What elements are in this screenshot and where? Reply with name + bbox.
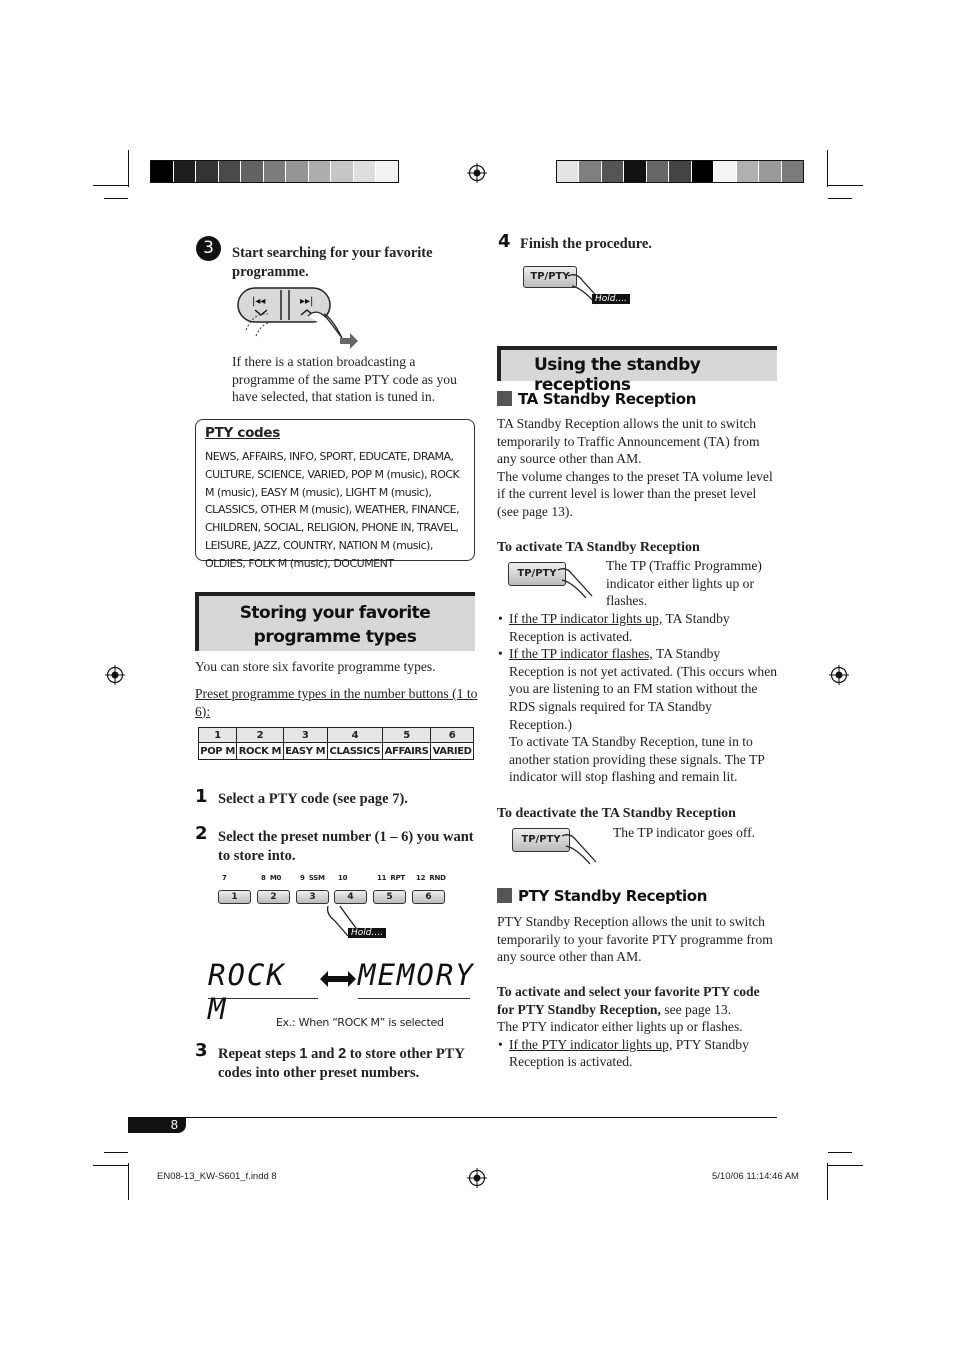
- finger-press-icon: [560, 830, 600, 866]
- preset-value-cell: POP M: [199, 743, 237, 760]
- preset-top-label: 9 SSM: [300, 874, 325, 882]
- section-title-standby: [497, 346, 777, 395]
- step-number: 1: [195, 786, 208, 807]
- subsection-pty-standby: PTY Standby Reception: [497, 887, 707, 905]
- registration-target-icon: [467, 163, 487, 183]
- preset-value-cell: ROCK M: [237, 743, 283, 760]
- color-swatch: [219, 161, 242, 182]
- step-heading: Finish the procedure.: [520, 236, 652, 252]
- registration-target-icon: [467, 1168, 487, 1188]
- preset-button-6[interactable]: 6: [412, 890, 445, 904]
- preset-button-5[interactable]: 5: [373, 890, 406, 904]
- ta-bullets: [498, 610, 778, 786]
- step-text: Repeat steps 1 and 2 to store other PTY codes into other preset numbers.: [218, 1046, 465, 1081]
- step-heading: Start searching for your favorite programme.: [232, 245, 433, 280]
- preset-value-cell: CLASSICS: [327, 743, 382, 760]
- pty-codes-list: NEWS, AFFAIRS, INFO, SPORT, EDUCATE, DRAMA, CULTURE, SCIENCE, VARIED, POP M (music), ROCK M (music), EASY M (music), LIGHT M (music), CLASSICS, OTHER M (music), WEATHER, FINANCE, CHILDREN, SOCIAL, RELIGION, PHONE IN, TRAVEL, LEISURE, JAZZ, COUNTRY, NATION M (music), OLDIES, FOLK M (music), DOCUMENT: [205, 450, 460, 570]
- preset-value-cell: VARIED: [431, 743, 474, 760]
- preset-top-label: 8 M0: [261, 874, 282, 882]
- color-swatch: [759, 161, 781, 182]
- color-swatch: [714, 161, 736, 182]
- grayscale-calibration-bar: [150, 160, 399, 183]
- square-bullet-icon: [497, 391, 512, 406]
- color-swatch: [624, 161, 646, 182]
- section-title-storing: [195, 592, 475, 651]
- tp-pty-button[interactable]: TP/PTY: [512, 828, 570, 852]
- double-arrow-icon: [320, 970, 356, 988]
- preset-button-3[interactable]: 3: [296, 890, 329, 904]
- list-item: • If the TP indicator flashes, TA Standby Reception is not yet activated. (This occurs when you are listening to an FM station without the RDS signals required for TA Standby Reception.) To activate TA Standby Reception, tune in to another station providing these signals. The TP indicator will stop flashing and remain lit.: [509, 645, 778, 786]
- square-bullet-icon: [497, 888, 512, 903]
- finger-press-icon: [556, 564, 596, 600]
- activate-text: The TP (Traffic Programme) indicator either lights up or flashes.: [606, 558, 762, 609]
- activate-heading: To activate TA Standby Reception: [497, 540, 700, 555]
- preset-label: Preset programme types in the number buttons (1 to 6):: [195, 686, 478, 719]
- registration-target-icon: [105, 665, 125, 685]
- preset-value-cell: EASY M: [283, 743, 327, 760]
- preset-pty-table: [198, 727, 474, 760]
- color-swatch: [286, 161, 309, 182]
- preset-value-cell: AFFAIRS: [383, 743, 431, 760]
- pty-codes-title: PTY codes: [205, 425, 281, 441]
- page-number-tab: [128, 1117, 186, 1133]
- preset-top-label: 10: [338, 874, 348, 882]
- pty-body: PTY Standby Reception allows the unit to switch temporarily to your favorite PTY programme from any source other than AM.: [497, 914, 773, 965]
- page-number: 8: [170, 1117, 178, 1132]
- color-swatch: [782, 161, 803, 182]
- pty-codes-box: [195, 419, 475, 570]
- step-text: Select the preset number (1 – 6) you want to store into.: [218, 829, 474, 864]
- color-swatch: [151, 161, 174, 182]
- file-name: EN08-13_KW-S601_f.indd 8: [157, 1171, 277, 1182]
- timestamp: 5/10/06 11:14:46 AM: [712, 1171, 799, 1182]
- page-rule: [128, 1117, 777, 1118]
- step-number: 4: [498, 231, 511, 252]
- step-number: 2: [195, 823, 208, 844]
- section-title-text: Using the standby receptions: [534, 355, 701, 395]
- color-swatch: [579, 161, 601, 182]
- color-swatch: [354, 161, 377, 182]
- hold-label: Hold....: [592, 294, 630, 304]
- step-number: 3: [195, 1040, 208, 1061]
- section-title-text: Storing your favorite programme types: [239, 603, 431, 647]
- color-swatch: [264, 161, 287, 182]
- step-body: If there is a station broadcasting a programme of the same PTY code as you have selected, that station is tuned in.: [232, 354, 457, 405]
- color-swatch: [376, 161, 398, 182]
- preset-number-cell: 1: [199, 728, 237, 743]
- preset-button-4[interactable]: 4: [334, 890, 367, 904]
- hold-label: Hold....: [348, 928, 386, 938]
- preset-number-cell: 5: [383, 728, 431, 743]
- list-item: • If the TP indicator lights up, TA Standby Reception is activated.: [509, 610, 778, 645]
- step-text: Select a PTY code (see page 7).: [218, 791, 408, 807]
- preset-number-cell: 4: [327, 728, 382, 743]
- preset-number-cell: 2: [237, 728, 283, 743]
- grayscale-calibration-bar: [556, 160, 804, 183]
- preset-number-cell: 6: [431, 728, 474, 743]
- color-swatch: [174, 161, 197, 182]
- color-swatch: [647, 161, 669, 182]
- lcd-display-rock-m: ROCK M: [208, 958, 318, 999]
- preset-top-label: 12 RND: [416, 874, 446, 882]
- subsection-ta-standby: TA Standby Reception: [497, 390, 696, 408]
- seek-buttons-illustration: [228, 286, 363, 350]
- color-swatch: [737, 161, 759, 182]
- svg-text:▸▸|: ▸▸|: [300, 296, 314, 307]
- color-swatch: [241, 161, 264, 182]
- tp-pty-button[interactable]: TP/PTY: [508, 562, 566, 586]
- preset-button-2[interactable]: 2: [257, 890, 290, 904]
- preset-top-label: 11 RPT: [377, 874, 405, 882]
- deactivate-heading: To deactivate the TA Standby Reception: [497, 806, 736, 821]
- color-swatch: [692, 161, 714, 182]
- storing-intro: You can store six favorite programme types.: [195, 659, 436, 674]
- color-swatch: [557, 161, 579, 182]
- preset-number-cell: 3: [283, 728, 327, 743]
- example-caption: Ex.: When “ROCK M” is selected: [276, 1016, 444, 1029]
- preset-top-label: 7: [222, 874, 227, 882]
- ta-body: TA Standby Reception allows the unit to switch temporarily to Traffic Announcement (TA) from any source other than AM. The volume changes to the preset TA volume level if the current level is lower than the preset level (see page 13).: [497, 416, 773, 519]
- list-item: • If the PTY indicator lights up, PTY Standby Reception is activated.: [509, 1036, 777, 1071]
- color-swatch: [331, 161, 354, 182]
- preset-button-1[interactable]: 1: [218, 890, 251, 904]
- deactivate-text: The TP indicator goes off.: [613, 825, 756, 840]
- tp-pty-button[interactable]: TP/PTY: [523, 266, 577, 288]
- lcd-display-memory: MEMORY: [358, 958, 470, 999]
- color-swatch: [602, 161, 624, 182]
- color-swatch: [196, 161, 219, 182]
- pty-activate: To activate and select your favorite PTY code for PTY Standby Reception, see page 13. The PTY indicator either lights up or flashes. • If the PTY indicator lights up, PTY Standby Reception is activated.: [497, 983, 777, 1071]
- registration-target-icon: [829, 665, 849, 685]
- step-number-circle: 3: [196, 236, 221, 261]
- svg-text:|◂◂: |◂◂: [252, 296, 266, 307]
- color-swatch: [309, 161, 332, 182]
- color-swatch: [669, 161, 691, 182]
